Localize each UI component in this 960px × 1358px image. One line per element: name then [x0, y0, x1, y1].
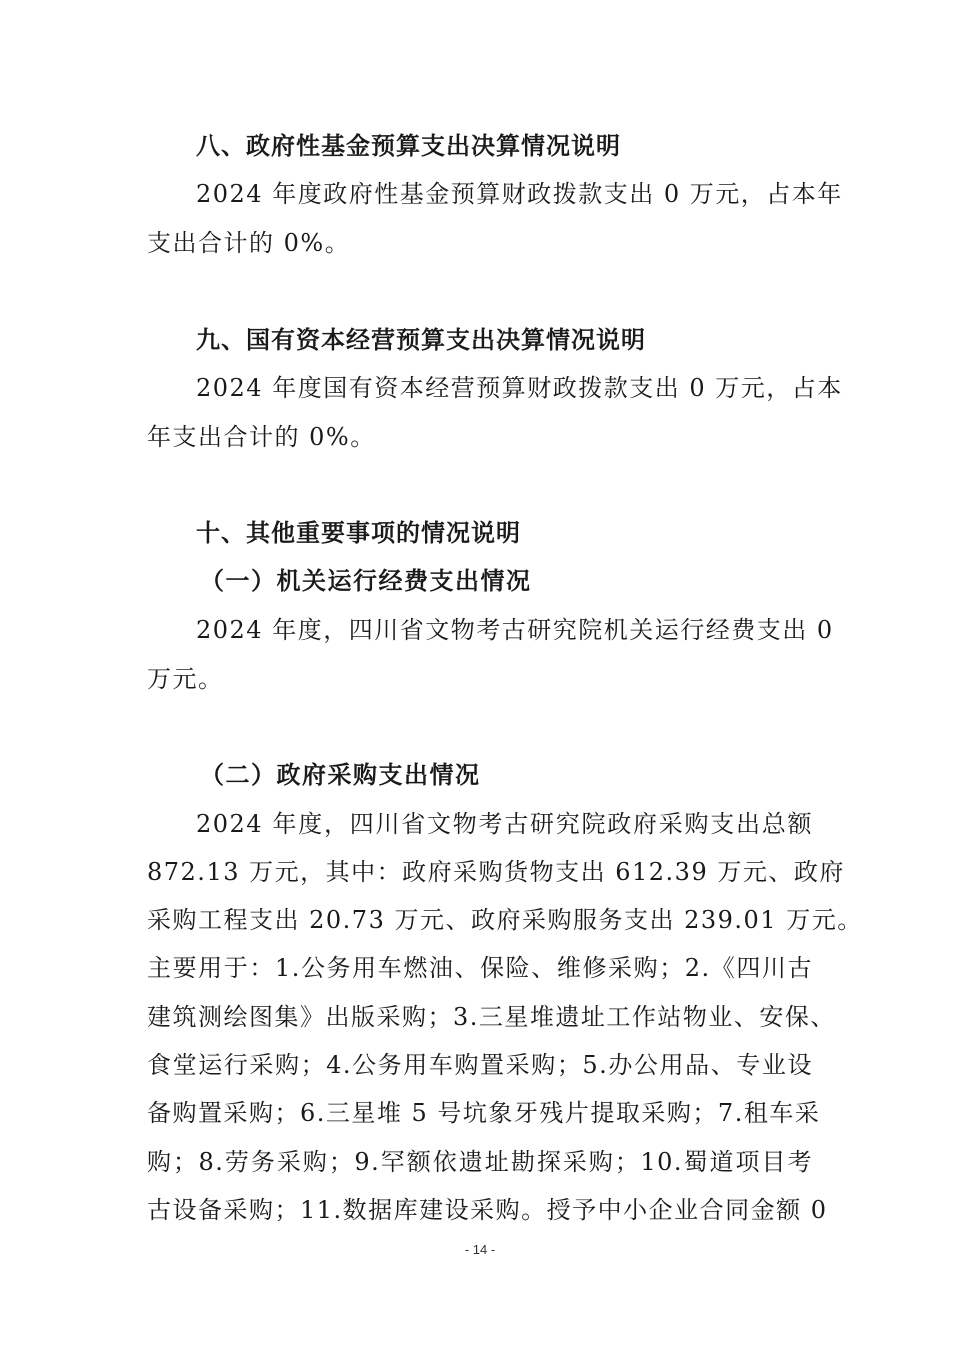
subsection-2-line-5: 建筑测绘图集》出版采购；3.三星堆遗址工作站物业、安保、 — [147, 1003, 836, 1031]
section-9-line-2: 年支出合计的 0%。 — [147, 423, 376, 451]
section-8-line-1: 2024 年度政府性基金预算财政拨款支出 0 万元，占本年 — [196, 180, 843, 208]
subsection-1-line-1: 2024 年度，四川省文物考古研究院机关运行经费支出 0 — [196, 616, 834, 644]
subsection-2-line-1: 2024 年度，四川省文物考古研究院政府采购支出总额 — [196, 810, 813, 838]
section-9-line-1: 2024 年度国有资本经营预算财政拨款支出 0 万元，占本 — [196, 374, 843, 402]
subsection-1-line-2: 万元。 — [147, 665, 224, 693]
section-10-heading: 十、其他重要事项的情况说明 — [196, 519, 521, 547]
section-9-heading: 九、国有资本经营预算支出决算情况说明 — [196, 326, 646, 354]
subsection-2-line-6: 食堂运行采购；4.公务用车购置采购；5.办公用品、专业设 — [147, 1051, 813, 1079]
subsection-2-line-7: 备购置采购；6.三星堆 5 号坑象牙残片提取采购；7.租车采 — [147, 1099, 821, 1127]
subsection-2-heading: （二）政府采购支出情况 — [200, 760, 481, 789]
subsection-2-line-2: 872.13 万元，其中：政府采购货物支出 612.39 万元、政府 — [147, 858, 845, 886]
section-8-line-2: 支出合计的 0%。 — [147, 229, 351, 257]
page-number: - 14 - — [464, 1242, 496, 1257]
subsection-2-line-8: 购；8.劳务采购；9.罕额依遗址勘探采购；10.蜀道项目考 — [147, 1148, 813, 1176]
subsection-2-line-3: 采购工程支出 20.73 万元、政府采购服务支出 239.01 万元。 — [147, 906, 863, 934]
subsection-1-heading: （一）机关运行经费支出情况 — [200, 566, 532, 595]
subsection-2-line-4: 主要用于：1.公务用车燃油、保险、维修采购；2.《四川古 — [147, 954, 813, 982]
section-8-heading: 八、政府性基金预算支出决算情况说明 — [196, 132, 621, 160]
subsection-2-line-9: 古设备采购；11.数据库建设采购。授予中小企业合同金额 0 — [147, 1196, 828, 1224]
